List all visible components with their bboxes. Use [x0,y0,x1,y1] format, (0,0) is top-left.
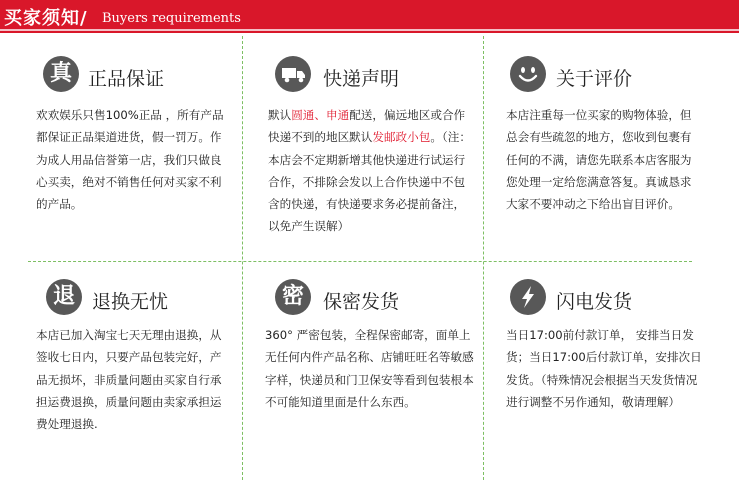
body-text: 配送，偏远地区或合作快递不到的地区默认 [268,108,466,145]
card-about-reviews [484,36,739,261]
delivery-truck-icon [275,56,311,92]
body-text: 。（注：本店会不定期新增其他快递进行试运行合作，不排除会发以上合作快递中不包含的快递，有快递要求务必提前备注，以免产生误解） [268,130,471,234]
tui-character-icon: 退 [46,279,82,315]
header-title-cn: 买家须知/ [4,8,88,29]
header-banner [0,0,739,33]
card-heading: 保密发货 [323,291,400,313]
card-genuine-guarantee [0,36,242,261]
card-heading: 快递声明 [323,68,400,90]
card-body: 当日17:00前付款订单， 安排当日发货；当日17:00后付款订单，安排次日发货。（特殊情况会根据当天发货情况进行调整不另作通知，敬请理解） [506,328,702,409]
card-lightning-shipping [484,262,739,480]
card-body: 本店注重每一位买家的购物体验，但总会有些疏忽的地方，您收到包裹有任何的不满，请您先联系本店客服为您处理一定给您满意答复。真诚恳求大家不要冲动之下给出盲目评价。 [506,108,692,212]
card-heading: 闪电发货 [556,291,633,313]
card-body [268,104,474,238]
card-body: 欢欢娱乐只售100%正品 ，所有产品都保证正品渠道进货，假一罚万。作为成人用品信誉第一店，我们只做良心买卖，绝对不销售任何对买家不利的产品。 [36,108,224,212]
body-text: 默认 [268,108,292,122]
highlight-postal: 发邮政小包 [372,130,431,145]
card-hassle-free-returns [0,262,242,480]
card-heading: 关于评价 [556,68,633,90]
mi-character-icon: 密 [275,279,311,315]
card-confidential-shipping [243,262,483,480]
smiley-face-icon [510,56,546,92]
card-body: 360° 严密包装，全程保密邮寄，面单上无任何内件产品名称、店铺旺旺名等敏感字样，快递员和门卫保安等看到包装根本不可能知道里面是什么东西。 [265,328,474,409]
header-stripe [0,29,739,31]
card-heading: 正品保证 [88,68,165,90]
card-heading: 退换无忧 [92,291,169,313]
zhen-character-icon: 真 [43,56,79,92]
card-express-statement [243,36,483,261]
highlight-couriers: 圆通、申通 [291,108,350,122]
header-title-en: Buyers requirements [102,11,241,26]
lightning-bolt-icon [510,279,546,315]
card-body: 本店已加入淘宝七天无理由退换，从签收七日内，只要产品包装完好，产品无损坏，非质量问题由买家自行承担运费退换，质量问题由卖家承担运费处理退换. [36,328,222,432]
